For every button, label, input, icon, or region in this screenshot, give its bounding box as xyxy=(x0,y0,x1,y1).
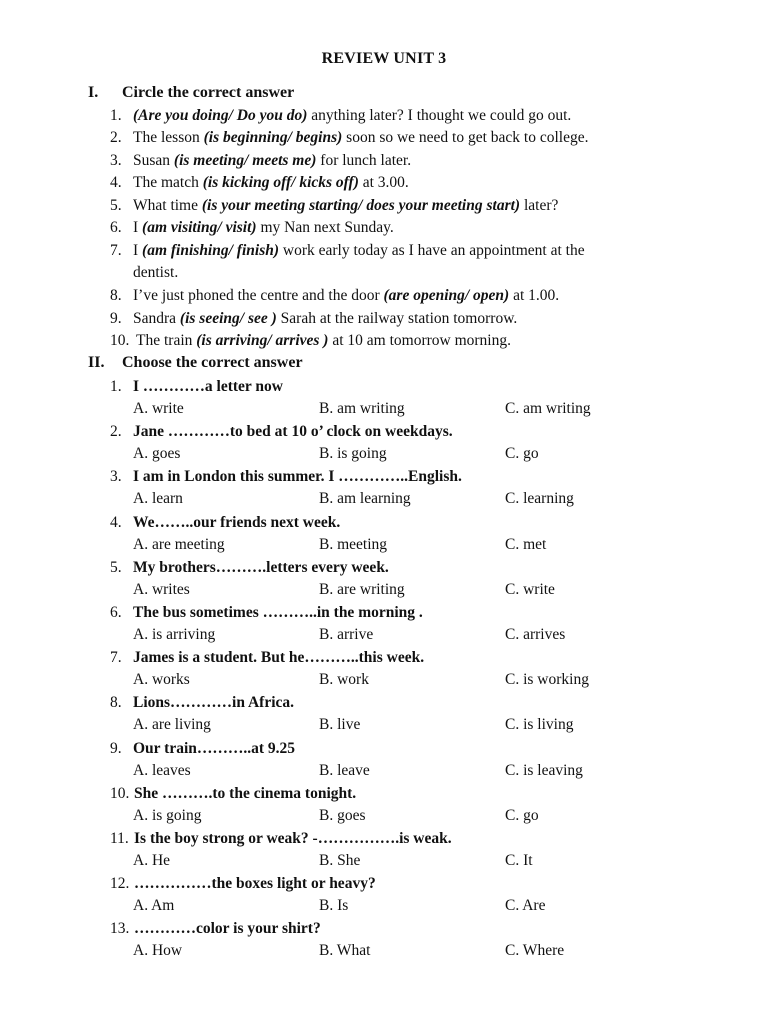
answer-option-a: A. He xyxy=(133,852,171,869)
item-text-after: Sarah at the railway station tomorrow. xyxy=(276,310,518,327)
item-text-before: What time xyxy=(133,197,202,214)
item-choice: (is kicking off/ kicks off) xyxy=(202,174,359,191)
item-choice: (am visiting/ visit) xyxy=(142,219,257,236)
item-text-before: I xyxy=(133,219,143,236)
item-text xyxy=(133,263,178,283)
item-text-before: The lesson xyxy=(133,129,204,146)
item-text xyxy=(133,218,394,238)
item-number: 7. xyxy=(110,242,122,259)
section-2-title: Choose the correct answer xyxy=(122,354,303,371)
page-title: REVIEW UNIT 3 xyxy=(321,50,447,67)
question-number: 7. xyxy=(110,649,122,666)
item-text-before: Sandra xyxy=(133,310,180,327)
question-number: 11. xyxy=(110,830,129,847)
answer-option-c: C. write xyxy=(505,581,555,598)
answer-option-c: C. met xyxy=(505,536,547,553)
item-choice: (is meeting/ meets me) xyxy=(173,152,317,169)
answer-option-c: C. go xyxy=(505,445,539,462)
item-text-after: work early today as I have an appointment at the xyxy=(279,242,585,259)
question-number: 5. xyxy=(110,559,122,576)
item-choice: (is your meeting starting/ does your meeting start) xyxy=(201,197,521,214)
answer-option-b: B. live xyxy=(319,716,361,733)
answer-option-a: A. learn xyxy=(133,490,183,507)
answer-option-c: C. is leaving xyxy=(505,762,583,779)
question-number: 8. xyxy=(110,694,122,711)
question-text: ……………the boxes light or heavy? xyxy=(134,875,376,892)
question-number: 10. xyxy=(110,785,130,802)
item-text-before: dentist. xyxy=(133,264,179,281)
item-choice: (is seeing/ see ) xyxy=(179,310,277,327)
item-text-after: at 3.00. xyxy=(358,174,409,191)
item-number: 9. xyxy=(110,310,122,327)
answer-option-a: A. is going xyxy=(133,807,202,824)
answer-option-a: A. Am xyxy=(133,897,175,914)
question-text: We……..our friends next week. xyxy=(133,514,341,531)
item-text-after: later? xyxy=(520,197,559,214)
answer-option-c: C. arrives xyxy=(505,626,566,643)
item-text xyxy=(133,106,571,126)
answer-option-b: B. Is xyxy=(319,897,349,914)
answer-option-c: C. am writing xyxy=(505,400,591,417)
answer-option-b: B. am writing xyxy=(319,400,405,417)
answer-option-b: B. is going xyxy=(319,445,387,462)
item-choice: (is beginning/ begins) xyxy=(203,129,343,146)
item-number: 3. xyxy=(110,152,122,169)
question-text: Our train………..at 9.25 xyxy=(133,740,296,757)
item-text xyxy=(133,151,411,171)
item-number: 10. xyxy=(110,332,130,349)
answer-option-a: A. writes xyxy=(133,581,190,598)
item-text-after: for lunch later. xyxy=(316,152,412,169)
answer-option-b: B. What xyxy=(319,942,371,959)
question-number: 2. xyxy=(110,423,122,440)
answer-option-c: C. is working xyxy=(505,671,589,688)
question-number: 9. xyxy=(110,740,122,757)
answer-option-b: B. are writing xyxy=(319,581,405,598)
question-number: 3. xyxy=(110,468,122,485)
answer-option-c: C. Are xyxy=(505,897,546,914)
question-number: 12. xyxy=(110,875,130,892)
section-1-heading xyxy=(88,84,294,102)
answer-option-b: B. She xyxy=(319,852,361,869)
item-text-before: I xyxy=(133,242,143,259)
item-text xyxy=(133,196,558,216)
answer-option-c: C. Where xyxy=(505,942,565,959)
question-text: Jane …………to bed at 10 o’ clock on weekdays. xyxy=(133,423,453,440)
item-text-after: my Nan next Sunday. xyxy=(256,219,394,236)
question-text: I …………a letter now xyxy=(133,378,283,395)
item-text xyxy=(133,173,409,193)
answer-option-a: A. are meeting xyxy=(133,536,225,553)
question-text: …………color is your shirt? xyxy=(134,920,321,937)
section-2-heading xyxy=(88,354,303,372)
answer-option-b: B. arrive xyxy=(319,626,374,643)
question-number: 4. xyxy=(110,514,122,531)
item-text xyxy=(133,241,585,261)
item-number: 2. xyxy=(110,129,122,146)
question-text: She ……….to the cinema tonight. xyxy=(134,785,357,802)
question-text: My brothers……….letters every week. xyxy=(133,559,389,576)
item-text-before: The match xyxy=(133,174,203,191)
item-text-after: at 10 am tomorrow morning. xyxy=(328,332,511,349)
question-text: Is the boy strong or weak? -…………….is weak. xyxy=(134,830,452,847)
item-number: 5. xyxy=(110,197,122,214)
item-number: 6. xyxy=(110,219,122,236)
item-text xyxy=(136,331,511,351)
answer-option-b: B. meeting xyxy=(319,536,388,553)
question-number: 1. xyxy=(110,378,122,395)
answer-option-a: A. How xyxy=(133,942,183,959)
item-text-before: The train xyxy=(136,332,197,349)
question-number: 6. xyxy=(110,604,122,621)
item-text-before: I’ve just phoned the centre and the door xyxy=(133,287,384,304)
answer-option-c: C. learning xyxy=(505,490,574,507)
item-number: 1. xyxy=(110,107,122,124)
item-text-after: at 1.00. xyxy=(509,287,560,304)
answer-option-b: B. leave xyxy=(319,762,370,779)
item-text xyxy=(133,128,589,148)
answer-option-c: C. It xyxy=(505,852,533,869)
section-1-title: Circle the correct answer xyxy=(122,84,295,101)
answer-option-a: A. works xyxy=(133,671,190,688)
answer-option-b: B. work xyxy=(319,671,369,688)
question-text: The bus sometimes ………..in the morning . xyxy=(133,604,423,621)
answer-option-a: A. write xyxy=(133,400,184,417)
question-text: Lions…………in Africa. xyxy=(133,694,295,711)
section-2-number: II. xyxy=(88,354,105,371)
item-text-after: anything later? I thought we could go out. xyxy=(307,107,572,124)
item-text xyxy=(133,286,559,306)
answer-option-b: B. goes xyxy=(319,807,366,824)
answer-option-b: B. am learning xyxy=(319,490,411,507)
answer-option-a: A. goes xyxy=(133,445,181,462)
section-1-number: I. xyxy=(88,84,99,101)
item-text xyxy=(133,309,517,329)
answer-option-a: A. leaves xyxy=(133,762,191,779)
item-text-after: soon so we need to get back to college. xyxy=(342,129,589,146)
answer-option-c: C. is living xyxy=(505,716,574,733)
item-choice: (Are you doing/ Do you do) xyxy=(133,107,308,124)
item-choice: (is arriving/ arrives ) xyxy=(196,332,329,349)
item-number: 8. xyxy=(110,287,122,304)
question-number: 13. xyxy=(110,920,130,937)
item-text-before: Susan xyxy=(133,152,174,169)
question-text: James is a student. But he………..this week. xyxy=(133,649,425,666)
item-choice: (am finishing/ finish) xyxy=(142,242,280,259)
answer-option-a: A. is arriving xyxy=(133,626,216,643)
question-text: I am in London this summer. I …………..English. xyxy=(133,468,462,485)
answer-option-c: C. go xyxy=(505,807,539,824)
item-choice: (are opening/ open) xyxy=(383,287,510,304)
answer-option-a: A. are living xyxy=(133,716,211,733)
item-number: 4. xyxy=(110,174,122,191)
